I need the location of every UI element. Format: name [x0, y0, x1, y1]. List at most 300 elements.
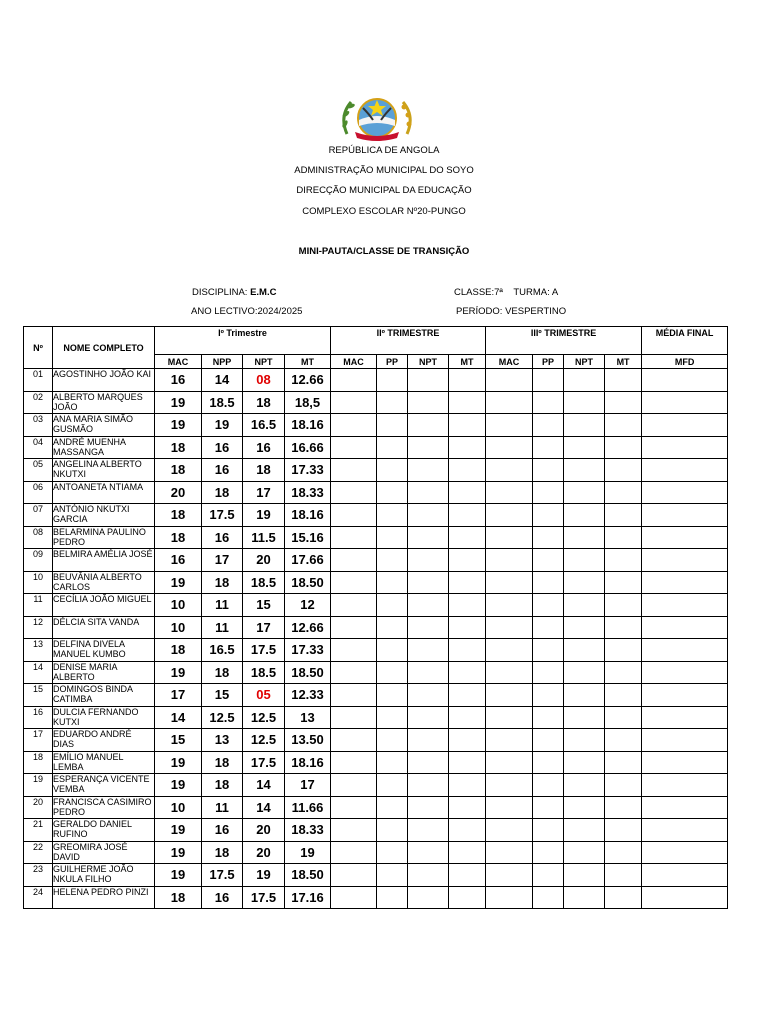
grade-t2-mac-cell [331, 526, 377, 549]
grade-t2-mac-cell [331, 819, 377, 842]
grade-t1-npp: 18 [202, 774, 243, 797]
table-row [24, 684, 728, 707]
grade-t2-mac-cell [331, 706, 377, 729]
grade-t1-npp: 18 [202, 841, 243, 864]
student-number: 04 [24, 436, 53, 459]
student-number: 09 [24, 549, 53, 572]
table-row [24, 841, 728, 864]
grade-t1-mac: 16 [155, 549, 202, 572]
grade-mfd-cell [642, 526, 728, 549]
grade-t1-mt: 15.16 [285, 526, 331, 549]
grade-t2-mt-cell [449, 504, 486, 527]
grade-t3-mac-cell [486, 594, 533, 617]
grade-t2-npt-cell [408, 481, 449, 504]
grade-t1-npt: 20 [243, 549, 285, 572]
discipline-value: E.M.C [250, 287, 277, 298]
grade-t2-pp-cell [377, 886, 408, 909]
grade-t1-npt: 20 [243, 841, 285, 864]
grade-t1-npt: 17.5 [243, 886, 285, 909]
grade-t3-pp-cell [533, 774, 564, 797]
grade-t1-npp: 11 [202, 594, 243, 617]
student-number: 10 [24, 571, 53, 594]
grade-t1-npp: 18 [202, 751, 243, 774]
grade-t2-pp-cell [377, 796, 408, 819]
grade-t1-mt: 17.16 [285, 886, 331, 909]
grade-t2-npt-cell [408, 796, 449, 819]
grade-t2-npt-cell [408, 684, 449, 707]
grade-t3-pp-cell [533, 571, 564, 594]
grade-t1-npt: 17.5 [243, 639, 285, 662]
grade-t3-npt-cell [564, 729, 605, 752]
grade-t2-pp-cell [377, 526, 408, 549]
student-name: ANA MARIA SIMÃO GUSMÃO [53, 414, 155, 437]
grade-t1-mac: 18 [155, 639, 202, 662]
grade-t3-npt-cell [564, 886, 605, 909]
discipline-label: DISCIPLINA: [192, 287, 248, 298]
student-name: ALBERTO MARQUES JOÃO [53, 391, 155, 414]
grade-t1-npp: 16 [202, 526, 243, 549]
student-name: GERALDO DANIEL RUFINO [53, 819, 155, 842]
grade-t3-npt-cell [564, 571, 605, 594]
student-name: GREOMIRA JOSÉ DAVID [53, 841, 155, 864]
table-row [24, 369, 728, 392]
grade-t2-mt-cell [449, 526, 486, 549]
grade-t3-npt-cell [564, 639, 605, 662]
grade-t1-npt: 11.5 [243, 526, 285, 549]
grade-t3-pp-cell [533, 796, 564, 819]
grade-t1-npt: 16.5 [243, 414, 285, 437]
student-number: 01 [24, 369, 53, 392]
grade-t2-mac-cell [331, 414, 377, 437]
col-header-name: NOME COMPLETO [53, 327, 155, 369]
table-row [24, 436, 728, 459]
grade-t2-mt-cell [449, 549, 486, 572]
grade-t1-mac: 20 [155, 481, 202, 504]
grade-t1-mac: 17 [155, 684, 202, 707]
grade-t2-mt-cell [449, 571, 486, 594]
grade-t3-mt-cell [605, 819, 642, 842]
grade-mfd-cell [642, 886, 728, 909]
student-name: BELMIRA AMÉLIA JOSÉ [53, 549, 155, 572]
grade-t1-npt: 18 [243, 391, 285, 414]
grade-t1-mt: 18.33 [285, 819, 331, 842]
grade-t3-mac-cell [486, 774, 533, 797]
grade-t3-mt-cell [605, 661, 642, 684]
grade-t2-pp-cell [377, 864, 408, 887]
header-direction: DIRECÇÃO MUNICIPAL DA EDUCAÇÃO [296, 185, 472, 196]
grade-t3-pp-cell [533, 841, 564, 864]
grade-t1-npp: 17.5 [202, 864, 243, 887]
grade-t2-npt-cell [408, 819, 449, 842]
grade-t2-mt-cell [449, 369, 486, 392]
grade-t3-pp-cell [533, 729, 564, 752]
grade-t1-npt: 05 [243, 684, 285, 707]
grade-t2-mt-cell [449, 481, 486, 504]
grade-t2-mt-cell [449, 886, 486, 909]
grade-mfd-cell [642, 751, 728, 774]
grade-t2-mac-cell [331, 796, 377, 819]
grade-t3-npt-cell [564, 459, 605, 482]
grade-t3-pp-cell [533, 661, 564, 684]
grade-t1-mac: 18 [155, 886, 202, 909]
grade-t3-mt-cell [605, 594, 642, 617]
grade-t1-npt: 14 [243, 774, 285, 797]
grade-t3-npt-cell [564, 369, 605, 392]
grade-t3-mt-cell [605, 751, 642, 774]
grade-t1-mt: 18.50 [285, 571, 331, 594]
student-number: 06 [24, 481, 53, 504]
grade-t2-pp-cell [377, 504, 408, 527]
grade-mfd-cell [642, 774, 728, 797]
grade-t3-mac-cell [486, 436, 533, 459]
header-trimester-3: IIIº TRIMESTRE [486, 327, 642, 355]
grade-t2-npt-cell [408, 414, 449, 437]
grade-t1-mac: 18 [155, 459, 202, 482]
grade-t3-mt-cell [605, 459, 642, 482]
grade-t3-mt-cell [605, 684, 642, 707]
sub-header-t1-npp: NPP [202, 355, 243, 369]
student-name: FRANCISCA CASIMIRO PEDRO [53, 796, 155, 819]
grade-t2-mac-cell [331, 436, 377, 459]
grade-t1-mt: 18.16 [285, 414, 331, 437]
table-row [24, 819, 728, 842]
grade-mfd-cell [642, 841, 728, 864]
grade-t3-mac-cell [486, 684, 533, 707]
grade-t1-npp: 16 [202, 886, 243, 909]
student-number: 11 [24, 594, 53, 617]
grade-t1-npt: 18.5 [243, 571, 285, 594]
header-administration: ADMINISTRAÇÃO MUNICIPAL DO SOYO [294, 165, 474, 176]
class-label: CLASSE:7ª [454, 287, 503, 298]
grade-t1-npp: 11 [202, 796, 243, 819]
student-number: 24 [24, 886, 53, 909]
student-number: 23 [24, 864, 53, 887]
grade-t2-mt-cell [449, 864, 486, 887]
grade-t1-npp: 16 [202, 819, 243, 842]
grade-t2-mt-cell [449, 706, 486, 729]
grade-t1-mac: 19 [155, 774, 202, 797]
sub-header-t3-mt: MT [605, 355, 642, 369]
grade-t1-mt: 16.66 [285, 436, 331, 459]
grade-t2-pp-cell [377, 841, 408, 864]
grade-t1-mac: 19 [155, 751, 202, 774]
grade-t1-mac: 15 [155, 729, 202, 752]
sub-header-t3-npt: NPT [564, 355, 605, 369]
grade-t1-npt: 17 [243, 481, 285, 504]
student-name: ANTÓNIO NKUTXI GARCIA [53, 504, 155, 527]
grade-t3-pp-cell [533, 706, 564, 729]
sub-header-t2-mt: MT [449, 355, 486, 369]
col-header-number: Nº [24, 327, 53, 369]
grade-t2-npt-cell [408, 369, 449, 392]
student-name: EMÍLIO MANUEL LEMBA [53, 751, 155, 774]
table-row [24, 864, 728, 887]
grade-t3-pp-cell [533, 526, 564, 549]
grade-mfd-cell [642, 549, 728, 572]
grade-t2-npt-cell [408, 594, 449, 617]
grade-t3-mt-cell [605, 369, 642, 392]
grade-t3-npt-cell [564, 796, 605, 819]
grade-t1-npp: 16.5 [202, 639, 243, 662]
turma-label: TURMA: A [513, 287, 559, 298]
table-row [24, 729, 728, 752]
grade-t3-mac-cell [486, 481, 533, 504]
grade-t3-mt-cell [605, 391, 642, 414]
grade-t1-mac: 18 [155, 436, 202, 459]
grade-t3-mt-cell [605, 639, 642, 662]
grade-t3-mt-cell [605, 886, 642, 909]
grade-t3-pp-cell [533, 886, 564, 909]
grade-t2-pp-cell [377, 661, 408, 684]
grade-t3-mt-cell [605, 864, 642, 887]
grade-t2-mt-cell [449, 459, 486, 482]
grade-t2-mac-cell [331, 459, 377, 482]
grade-t3-pp-cell [533, 594, 564, 617]
grade-t3-mt-cell [605, 796, 642, 819]
student-number: 07 [24, 504, 53, 527]
grade-t2-pp-cell [377, 751, 408, 774]
grade-mfd-cell [642, 481, 728, 504]
sub-header-t1-mt: MT [285, 355, 331, 369]
grade-t2-mt-cell [449, 751, 486, 774]
grade-t2-mac-cell [331, 571, 377, 594]
grade-t2-mt-cell [449, 661, 486, 684]
grade-t2-pp-cell [377, 369, 408, 392]
grade-t3-mac-cell [486, 459, 533, 482]
student-name: GUILHERME JOÃO NKULA FILHO [53, 864, 155, 887]
grade-t3-pp-cell [533, 549, 564, 572]
grade-mfd-cell [642, 706, 728, 729]
grade-t3-mac-cell [486, 864, 533, 887]
student-name: AGOSTINHO JOÃO KAI [53, 369, 155, 392]
grade-t1-npp: 14 [202, 369, 243, 392]
grade-t3-mt-cell [605, 774, 642, 797]
table-row [24, 459, 728, 482]
student-name: DELFINA DIVELA MANUEL KUMBO [53, 639, 155, 662]
grade-t3-mac-cell [486, 526, 533, 549]
grade-t3-npt-cell [564, 504, 605, 527]
grade-t1-npt: 18 [243, 459, 285, 482]
angola-coat-of-arms-icon [337, 94, 417, 142]
grade-t1-mt: 17.33 [285, 639, 331, 662]
grade-rows [24, 369, 728, 909]
sub-header-t2-pp: PP [377, 355, 408, 369]
grade-t1-npt: 15 [243, 594, 285, 617]
grade-t3-npt-cell [564, 751, 605, 774]
grade-t3-mt-cell [605, 571, 642, 594]
sub-header-t2-mac: MAC [331, 355, 377, 369]
grade-t2-mt-cell [449, 841, 486, 864]
grade-t3-npt-cell [564, 526, 605, 549]
grade-t3-mac-cell [486, 819, 533, 842]
grade-t1-npt: 19 [243, 504, 285, 527]
table-row [24, 526, 728, 549]
header-school: COMPLEXO ESCOLAR Nº20-PUNGO [302, 206, 466, 217]
grade-t2-mac-cell [331, 841, 377, 864]
grade-t1-npt: 12.5 [243, 706, 285, 729]
grade-t1-npp: 18 [202, 481, 243, 504]
student-number: 05 [24, 459, 53, 482]
grade-t3-mt-cell [605, 504, 642, 527]
grade-t2-pp-cell [377, 481, 408, 504]
student-number: 18 [24, 751, 53, 774]
grade-t3-npt-cell [564, 436, 605, 459]
grade-t2-mac-cell [331, 886, 377, 909]
grade-t1-npt: 17 [243, 616, 285, 639]
student-name: BEUVÂNIA ALBERTO CARLOS [53, 571, 155, 594]
grade-t3-mac-cell [486, 414, 533, 437]
grade-t2-mac-cell [331, 481, 377, 504]
table-row [24, 751, 728, 774]
grade-t2-npt-cell [408, 774, 449, 797]
grade-mfd-cell [642, 459, 728, 482]
grade-t2-npt-cell [408, 549, 449, 572]
header-trimester-1: Iº Trimestre [155, 327, 331, 355]
grade-mfd-cell [642, 369, 728, 392]
grade-t1-mt: 12.66 [285, 369, 331, 392]
grade-mfd-cell [642, 864, 728, 887]
header-final-average: MÉDIA FINAL [642, 327, 728, 355]
grade-t2-mt-cell [449, 436, 486, 459]
grade-t2-npt-cell [408, 751, 449, 774]
grade-t2-mac-cell [331, 864, 377, 887]
grade-t3-mac-cell [486, 841, 533, 864]
grade-t1-mac: 10 [155, 796, 202, 819]
student-name: DOMINGOS BINDA CATIMBA [53, 684, 155, 707]
grade-t1-npt: 17.5 [243, 751, 285, 774]
grade-t1-npp: 18.5 [202, 391, 243, 414]
student-name: DULCIA FERNANDO KUTXI [53, 706, 155, 729]
grade-t3-mac-cell [486, 886, 533, 909]
grade-t1-mt: 12 [285, 594, 331, 617]
grade-t3-mt-cell [605, 616, 642, 639]
table-row [24, 414, 728, 437]
grade-t3-pp-cell [533, 391, 564, 414]
grade-t3-mt-cell [605, 414, 642, 437]
grade-t1-mac: 14 [155, 706, 202, 729]
grade-t3-npt-cell [564, 706, 605, 729]
grade-t1-npt: 18.5 [243, 661, 285, 684]
grade-t2-pp-cell [377, 729, 408, 752]
grade-t2-mt-cell [449, 391, 486, 414]
grade-t1-mac: 19 [155, 661, 202, 684]
student-number: 21 [24, 819, 53, 842]
table-row [24, 549, 728, 572]
table-row [24, 661, 728, 684]
grade-t3-mac-cell [486, 661, 533, 684]
grade-mfd-cell [642, 436, 728, 459]
grade-t3-mt-cell [605, 706, 642, 729]
table-row [24, 594, 728, 617]
grade-t3-pp-cell [533, 414, 564, 437]
grade-t3-mt-cell [605, 481, 642, 504]
grade-t1-npp: 19 [202, 414, 243, 437]
grade-t2-mac-cell [331, 639, 377, 662]
grade-t2-npt-cell [408, 526, 449, 549]
table-row [24, 774, 728, 797]
grade-t1-mt: 17.33 [285, 459, 331, 482]
grade-t1-npp: 16 [202, 436, 243, 459]
grade-t3-npt-cell [564, 414, 605, 437]
grade-t1-mac: 19 [155, 841, 202, 864]
grade-t1-npt: 16 [243, 436, 285, 459]
grade-t2-pp-cell [377, 819, 408, 842]
grade-mfd-cell [642, 819, 728, 842]
table-row [24, 796, 728, 819]
grade-t1-mt: 11.66 [285, 796, 331, 819]
grade-t3-pp-cell [533, 459, 564, 482]
student-name: ANTOANETA NTIAMA [53, 481, 155, 504]
grade-t3-npt-cell [564, 841, 605, 864]
grade-t2-pp-cell [377, 616, 408, 639]
grade-t2-pp-cell [377, 414, 408, 437]
grade-t3-pp-cell [533, 639, 564, 662]
table-row [24, 886, 728, 909]
grade-t1-mt: 18.50 [285, 864, 331, 887]
grade-t2-npt-cell [408, 841, 449, 864]
grade-t2-npt-cell [408, 459, 449, 482]
student-number: 19 [24, 774, 53, 797]
period-label: PERÍODO: VESPERTINO [456, 306, 567, 317]
grade-t2-mt-cell [449, 729, 486, 752]
student-name: DENISE MARIA ALBERTO [53, 661, 155, 684]
grade-t1-mt: 13 [285, 706, 331, 729]
table-row [24, 639, 728, 662]
grade-t3-npt-cell [564, 549, 605, 572]
table-row [24, 391, 728, 414]
grade-t3-pp-cell [533, 864, 564, 887]
student-name: ANGELINA ALBERTO NKUTXI [53, 459, 155, 482]
grade-t2-npt-cell [408, 504, 449, 527]
grade-t1-mac: 18 [155, 504, 202, 527]
grade-mfd-cell [642, 594, 728, 617]
grade-t2-npt-cell [408, 436, 449, 459]
grade-t1-mt: 17 [285, 774, 331, 797]
grade-t1-mac: 16 [155, 369, 202, 392]
grade-t2-npt-cell [408, 639, 449, 662]
grade-t3-mac-cell [486, 751, 533, 774]
grade-mfd-cell [642, 391, 728, 414]
grade-t2-mt-cell [449, 639, 486, 662]
grade-t2-mt-cell [449, 594, 486, 617]
grade-t2-mac-cell [331, 391, 377, 414]
grade-t3-mac-cell [486, 729, 533, 752]
sub-header-t3-mac: MAC [486, 355, 533, 369]
grade-t1-mac: 19 [155, 571, 202, 594]
grade-t3-mac-cell [486, 369, 533, 392]
grade-t2-mac-cell [331, 369, 377, 392]
grade-t2-pp-cell [377, 706, 408, 729]
grade-t2-mt-cell [449, 796, 486, 819]
grade-t2-npt-cell [408, 886, 449, 909]
grade-t3-mac-cell [486, 504, 533, 527]
table-row [24, 504, 728, 527]
grade-t1-mt: 18.16 [285, 751, 331, 774]
grade-t1-npt: 14 [243, 796, 285, 819]
grade-t3-mac-cell [486, 391, 533, 414]
grade-t3-pp-cell [533, 751, 564, 774]
grade-t3-mac-cell [486, 639, 533, 662]
grade-t1-npp: 13 [202, 729, 243, 752]
grade-t1-mt: 12.66 [285, 616, 331, 639]
table-row [24, 616, 728, 639]
document-title: MINI-PAUTA/CLASSE DE TRANSIÇÃO [298, 246, 470, 257]
grade-t2-pp-cell [377, 684, 408, 707]
student-number: 02 [24, 391, 53, 414]
grade-mfd-cell [642, 639, 728, 662]
discipline-info [192, 287, 276, 298]
grade-t2-pp-cell [377, 436, 408, 459]
